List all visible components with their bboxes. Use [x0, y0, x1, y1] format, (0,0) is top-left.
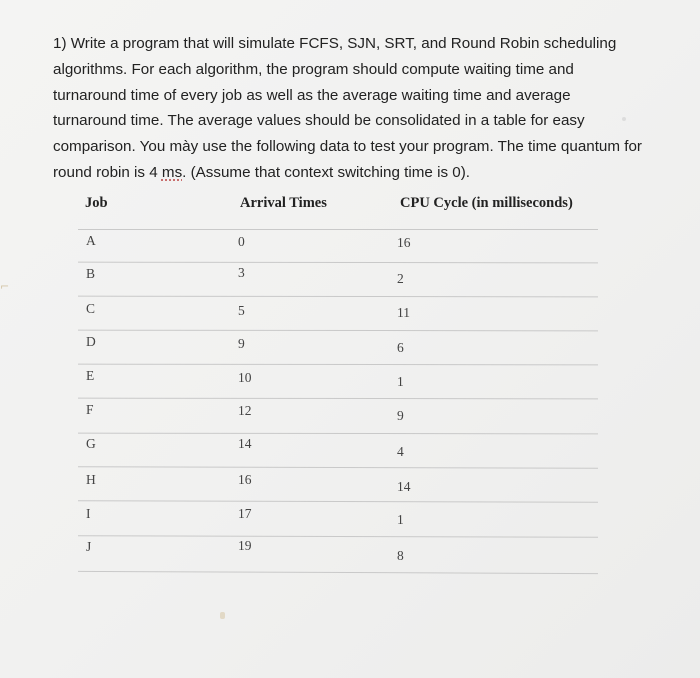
- job-cell: J: [86, 539, 92, 554]
- cpu-cycle-cell: 1: [397, 374, 404, 389]
- arrival-time-cell: 0: [238, 234, 245, 249]
- margin-mark: ⌐: [0, 280, 10, 293]
- job-cell: E: [86, 368, 95, 383]
- table-rule: [78, 229, 598, 230]
- question-line-part: round robin is 4: [53, 163, 162, 181]
- arrival-time-cell: 9: [238, 336, 245, 351]
- arrival-time-cell: 14: [238, 436, 252, 451]
- header-arrival-times: Arrival Times: [240, 195, 327, 211]
- cpu-cycle-cell: 16: [397, 235, 411, 250]
- cpu-cycle-cell: 2: [397, 271, 404, 286]
- paper-speck-bottom: [220, 612, 225, 619]
- arrival-time-cell: 5: [238, 303, 245, 318]
- job-cell: I: [86, 506, 91, 521]
- job-cell: C: [86, 301, 96, 316]
- job-cell: H: [86, 472, 96, 487]
- question-line: comparison. You mày use the following data to test your program. The time quantum for: [53, 138, 642, 156]
- cpu-cycle-cell: 9: [397, 408, 404, 423]
- job-cell: B: [86, 266, 96, 281]
- arrival-time-cell: 17: [238, 506, 252, 521]
- header-job: Job: [85, 195, 108, 211]
- arrival-time-cell: 19: [238, 538, 252, 553]
- arrival-time-cell: 16: [238, 472, 252, 487]
- arrival-time-cell: 3: [238, 265, 245, 280]
- cpu-cycle-cell: 8: [397, 548, 404, 563]
- job-cell: D: [86, 334, 96, 349]
- job-cell: F: [86, 402, 94, 417]
- arrival-time-cell: 10: [238, 370, 252, 385]
- job-cell: G: [86, 436, 96, 451]
- job-cell: A: [86, 233, 96, 248]
- table-row: [70, 538, 610, 575]
- cpu-cycle-cell: 1: [397, 512, 404, 527]
- question-text: [53, 31, 668, 186]
- cpu-cycle-cell: 11: [397, 305, 410, 320]
- question-line: turnaround time. The average values should be consolidated in a table for easy: [53, 112, 585, 130]
- header-cpu-cycle: CPU Cycle (in milliseconds): [400, 195, 573, 211]
- question-line: algorithms. For each algorithm, the program should compute waiting time and: [53, 60, 574, 78]
- question-line: turnaround time of every job as well as the average waiting time and average: [53, 86, 571, 104]
- ms-unit: ms: [161, 163, 183, 181]
- question-line-part: . (Assume that context switching time is 0).: [182, 163, 470, 181]
- question-line: 1) Write a program that will simulate FCFS, SJN, SRT, and Round Robin scheduling: [53, 35, 617, 52]
- arrival-time-cell: 12: [238, 403, 252, 418]
- cpu-cycle-cell: 4: [397, 444, 404, 459]
- cpu-cycle-cell: 14: [397, 479, 411, 494]
- cpu-cycle-cell: 6: [397, 340, 404, 355]
- question-line-last: [53, 160, 668, 186]
